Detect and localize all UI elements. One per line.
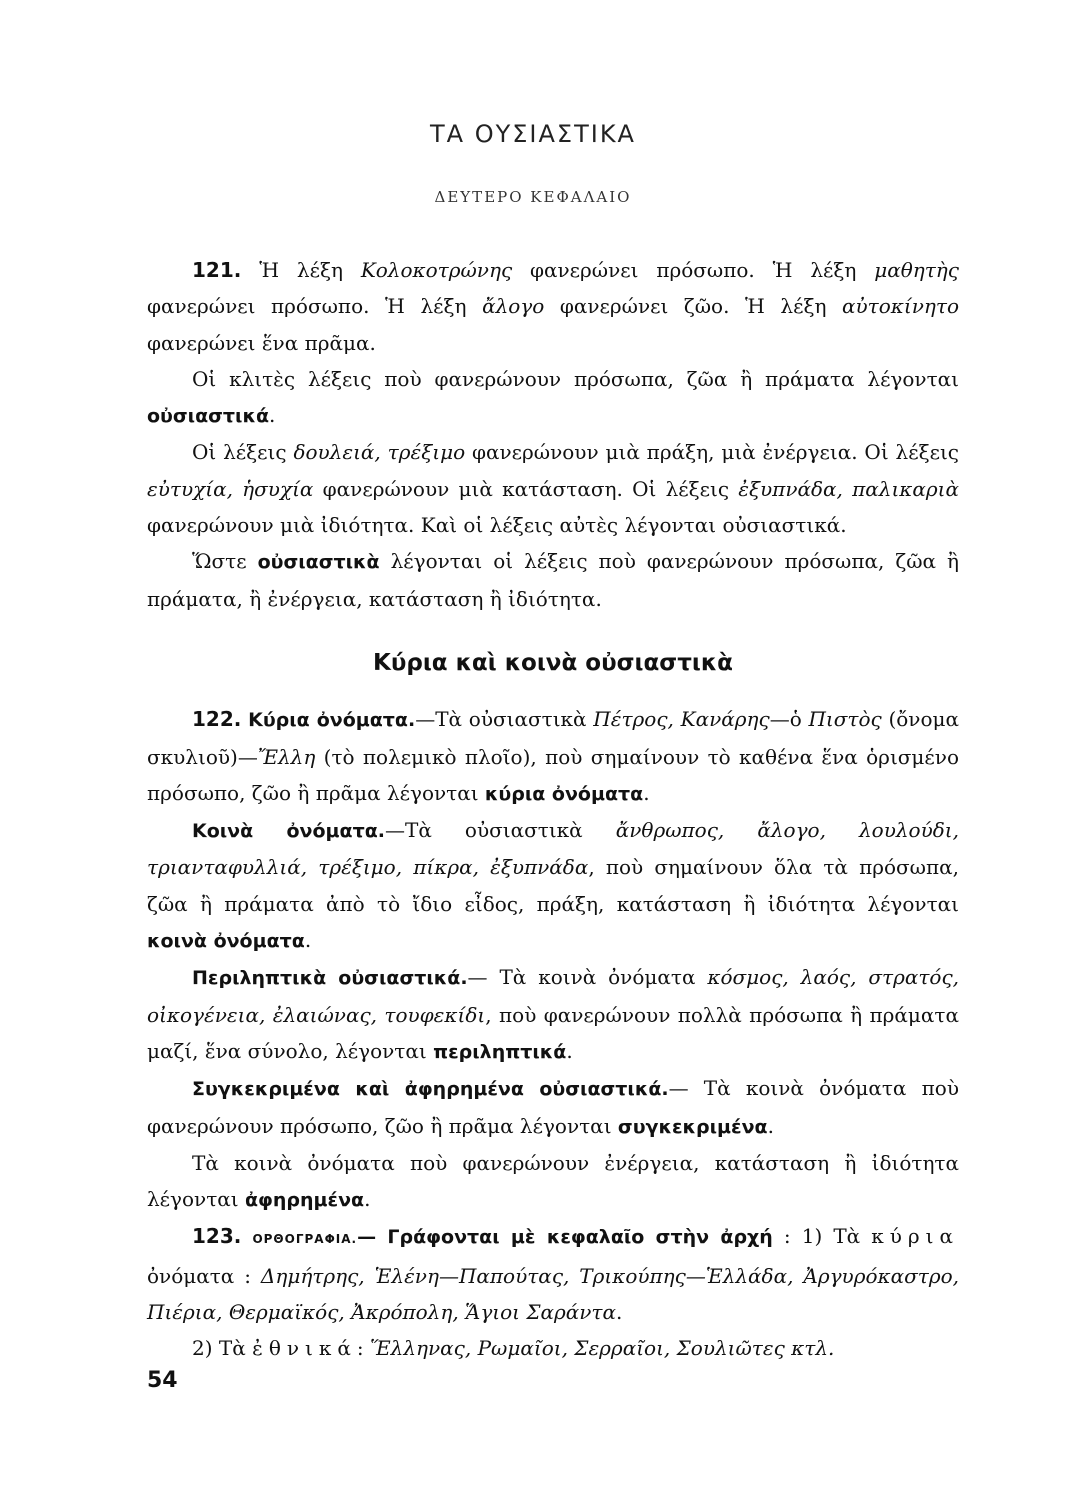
- page-body: [147, 252, 959, 1367]
- paragraph-123-2: 2) Τὰ ἐθνικά: Ἕλληνας, Ρωμαῖοι, Σερραῖοι, Σουλιῶτες κτλ.: [192, 1336, 835, 1361]
- paragraph-122-1: 122. Κύρια ὀνόματα.—Τὰ οὐσιαστικὰ Πέτρος, Κανάρης—ὁ Πιστὸς (ὄνομα σκυλιοῦ)—Ἔλλη (τὸ πολεμικὸ πλοῖο), ποὺ σημαίνουν τὸ καθένα ἕνα ὁρισμένο πρόσωπο, ζῶο ἢ πρᾶμα λέγονται κύρια ὀνόματα.: [147, 707, 960, 805]
- paragraph-122-3: Περιληπτικὰ οὐσιαστικά.— Τὰ κοινὰ ὀνόματα κόσμος, λαός, στρατός, οἰκογένεια, ἐλαιώνας, τουφεκίδι, ποὺ φανερώνουν πολλὰ πρόσωπα ἢ πράματα μαζί, ἕνα σύνολο, λέγονται περιληπτικά.: [147, 965, 960, 1063]
- paragraph-121-4: Ὥστε οὐσιαστικὰ λέγονται οἱ λέξεις ποὺ φανερώνουν πρόσωπα, ζῶα ἢ πράματα, ἢ ἐνέργεια, κατάσταση ἢ ἰδιότητα.: [147, 549, 959, 611]
- chapter-subtitle: ΔΕΥΤΕΡΟ ΚΕΦΑΛΑΙΟ: [434, 188, 632, 206]
- paragraph-122-2: Κοινὰ ὀνόματα.—Τὰ οὐσιαστικὰ ἄνθρωπος, ἄλογο, λουλούδι, τριανταφυλλιά, τρέξιμο, πίκρα, ἐξυπνάδα, ποὺ σημαίνουν ὅλα τὰ πρόσωπα, ζῶα ἢ πράματα ἀπὸ τὸ ἴδιο εἶδος, πράξη, κατάσταση ἢ ἰδιότητα λέγονται κοινὰ ὀνόματα.: [147, 818, 959, 953]
- paragraph-121-2: Οἱ κλιτὲς λέξεις ποὺ φανερώνουν πρόσωπα, ζῶα ἢ πράματα λέγονται οὐσιαστικά.: [147, 366, 959, 428]
- paragraph-121-1: 121. Ἡ λέξη Κολοκοτρώνης φανερώνει πρόσωπο. Ἡ λέξη μαθητὴς φανερώνει πρόσωπο. Ἡ λέξη ἄλογο φανερώνει ζῶο. Ἡ λέξη αὐτοκίνητο φανερώνει ἕνα πρᾶμα.: [147, 258, 959, 355]
- chapter-title: ΤΑ ΟΥΣΙΑΣΤΙΚΑ: [430, 120, 636, 148]
- paragraph-122-5: Τὰ κοινὰ ὀνόματα ποὺ φανερώνουν ἐνέργεια, κατάσταση ἢ ἰδιότητα λέγονται ἀφηρημένα.: [147, 1150, 959, 1212]
- section-heading: Κύρια καὶ κοινὰ οὐσιαστικὰ: [373, 649, 733, 676]
- paragraph-122-4: Συγκεκριμένα καὶ ἀφηρημένα οὐσιαστικά.— Τὰ κοινὰ ὀνόματα ποὺ φανερώνουν πρόσωπο, ζῶο ἢ πρᾶμα λέγονται συγκεκριμένα.: [147, 1076, 959, 1138]
- paragraph-121-3: Οἱ λέξεις δουλειά, τρέξιμο φανερώνουν μιὰ πράξη, μιὰ ἐνέργεια. Οἱ λέξεις εὐτυχία, ἡσυχία φανερώνουν μιὰ κατάσταση. Οἱ λέξεις ἐξυπνάδα, παλικαριὰ φανερώνουν μιὰ ἰδιότητα. Καὶ οἱ λέξεις αὐτὲς λέγονται οὐσιαστικά.: [147, 440, 960, 538]
- paragraph-123-1: 123. ΟΡΘΟΓΡΑΦΙΑ.— Γράφονται μὲ κεφαλαῖο στὴν ἀρχή : 1) Τὰ κύρια ὀνόματα : Δημήτρης, Ἑλένη—Παπούτας, Τρικούπης—Ἑλλάδα, Ἀργυρόκαστρο, Πιέρια, Θερμαϊκός, Ἀκρόπολη, Ἅγιοι Σαράντα.: [147, 1224, 960, 1325]
- page-number: 54: [147, 1368, 178, 1393]
